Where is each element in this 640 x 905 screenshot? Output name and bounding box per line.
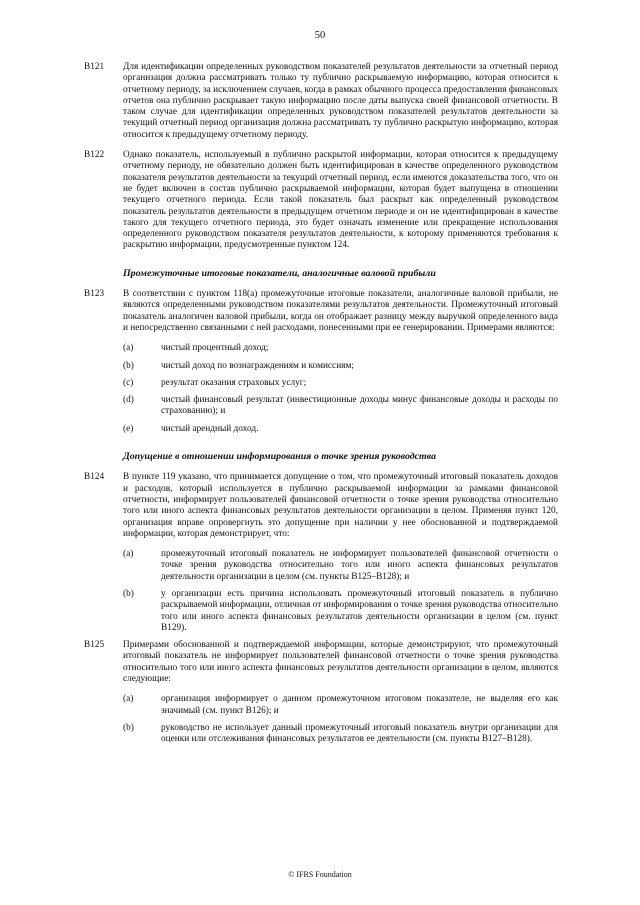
paragraph — [84, 472, 558, 540]
paragraph-label: B125 — [84, 640, 105, 651]
list-item-text: чистый арендный доход. — [161, 423, 259, 434]
list-item-text: руководство не использует данный промежуточный итоговый показатель внутри организации для оценки или отслеживания финансовых результатов ее деятельности (см. пункты B127–B128). — [161, 722, 558, 745]
list-item — [123, 343, 558, 354]
document-body — [84, 62, 558, 752]
list-item — [123, 549, 558, 583]
list-item-label: (a) — [123, 694, 134, 705]
paragraph-text: В пункте 119 указано, что принимается допущение о том, что промежуточный итоговый показатель доходов и расходов, который используется в публично раскрываемой информации за рамками финансовой отчетности, информирует пользователей финансовой отчетности о точке зрения руководства относительно того или иного аспекта финансовых результатов деятельности организации в целом. Применяя пункт 120, организация вправе опровергнуть это допущение при наличии у нее обоснованной и подтверждаемой информации, которая демонстрирует, что: — [123, 472, 558, 539]
list-item — [123, 378, 558, 389]
list-item-label: (b) — [123, 360, 134, 371]
list-item-label: (a) — [123, 343, 134, 354]
page-footer: © IFRS Foundation — [288, 870, 352, 879]
paragraph — [84, 289, 558, 334]
list-item-label: (b) — [123, 722, 134, 733]
list-item-label: (e) — [123, 423, 134, 434]
paragraph-label: B122 — [84, 150, 105, 161]
paragraph-text: Для идентификации определенных руководством показателей результатов деятельности за отчетный период организация должна рассматривать только ту публично раскрываемую информацию, которая относится к отчетному периоду, за исключением случаев, когда в рамках обычного процесса предоставления финансовых отчетов она публично раскрывает такую информацию после даты выпуска своей финансовой отчетности. В таком случае для идентификации определенных руководством показателей результатов деятельности за текущий отчетный период организация должна рассматривать ту публично раскрытую информацию, которая относится к предыдущему отчетному периоду. — [123, 62, 558, 140]
list-item-text: чистый доход по вознаграждениям и комиссиям; — [161, 360, 354, 371]
list-item — [123, 723, 558, 746]
list-item-label: (b) — [123, 588, 134, 599]
paragraph — [84, 640, 558, 685]
list-item — [123, 694, 558, 717]
page-number: 50 — [314, 30, 326, 41]
paragraph-text: В соответствии с пунктом 118(a) промежуточные итоговые показатели, аналогичные валовой прибыли, не являются определенными руководством показателями результатов деятельности. Промежуточный итоговый показатель аналогичен валовой прибыли, когда он отображает разницу между выручкой определенного вида и непосредственно связанными с ней расходами, понесенными при ее генерировании. Примерами являются: — [123, 289, 558, 333]
section-heading: Промежуточные итоговые показатели, аналогичные валовой прибыли — [123, 267, 436, 279]
section-heading: Допущение в отношении информирования о точке зрения руководства — [123, 451, 437, 463]
list-item-label: (d) — [123, 395, 134, 406]
list-item-text: промежуточный итоговый показатель не информирует пользователей финансовой отчетности о точке зрения руководства относительно того или иного аспекта финансовых результатов деятельности организации в целом (см. пункты B125–B128); и — [161, 549, 558, 582]
list-item-text: чистый финансовый результат (инвестиционные доходы минус финансовые доходы и расходы по страхованию); и — [161, 395, 558, 417]
paragraph-label: B121 — [84, 62, 105, 72]
list-item-text: результат оказания страховых услуг; — [161, 377, 307, 388]
list-item-label: (c) — [123, 377, 134, 388]
list-item — [123, 424, 558, 435]
list-item-text: у организации есть причина использовать промежуточный итоговый показатель в публично раскрываемой информации, отличная от информирования о точке зрения руководства относительно того или иного аспекта финансовых результатов деятельности организации в целом (см. пункт B129). — [161, 588, 558, 633]
paragraph-label: B124 — [84, 472, 105, 483]
paragraph — [84, 62, 558, 141]
paragraph-text: Примерами обоснованной и подтверждаемой информации, которые демонстрируют, что промежуточный итоговый показатель не информирует пользователей финансовой отчетности о точке зрения руководства относительно того или иного аспекта финансовых результатов деятельности организации в целом, являются следующие: — [123, 640, 558, 685]
list-item — [123, 395, 558, 418]
list-item-text: организация информирует о данном промежуточном итоговом показателе, не выделяя его как значимый (см. пункт B126); и — [161, 694, 558, 716]
list-item-label: (a) — [123, 549, 134, 560]
list-item — [123, 361, 558, 372]
list-item-text: чистый процентный доход; — [161, 343, 269, 354]
paragraph-text: Однако показатель, используемый в публично раскрытой информации, которая относится к предыдущему отчетному периоду, не обязательно должен быть идентифицирован в качестве определенного руководством показателя результатов деятельности за текущий отчетный период, если имеются доказательства того, что он не будет включен в состав публично раскрываемой информации, которая будет выпущена в отношении текущего отчетного периода. Если такой показатель был раскрыт как определенный руководством показатель результатов деятельности в предыдущем отчетном периоде и он не идентифицирован в качестве такого для текущего отчетного периода, это будет означать изменение или прекращение использования определенного руководством показателя результатов деятельности, к которому применяются требования к раскрытию информации, предусмотренные пунктом 124. — [123, 150, 558, 251]
paragraph-label: B123 — [84, 289, 105, 300]
paragraph — [84, 150, 558, 252]
list-item — [123, 589, 558, 634]
